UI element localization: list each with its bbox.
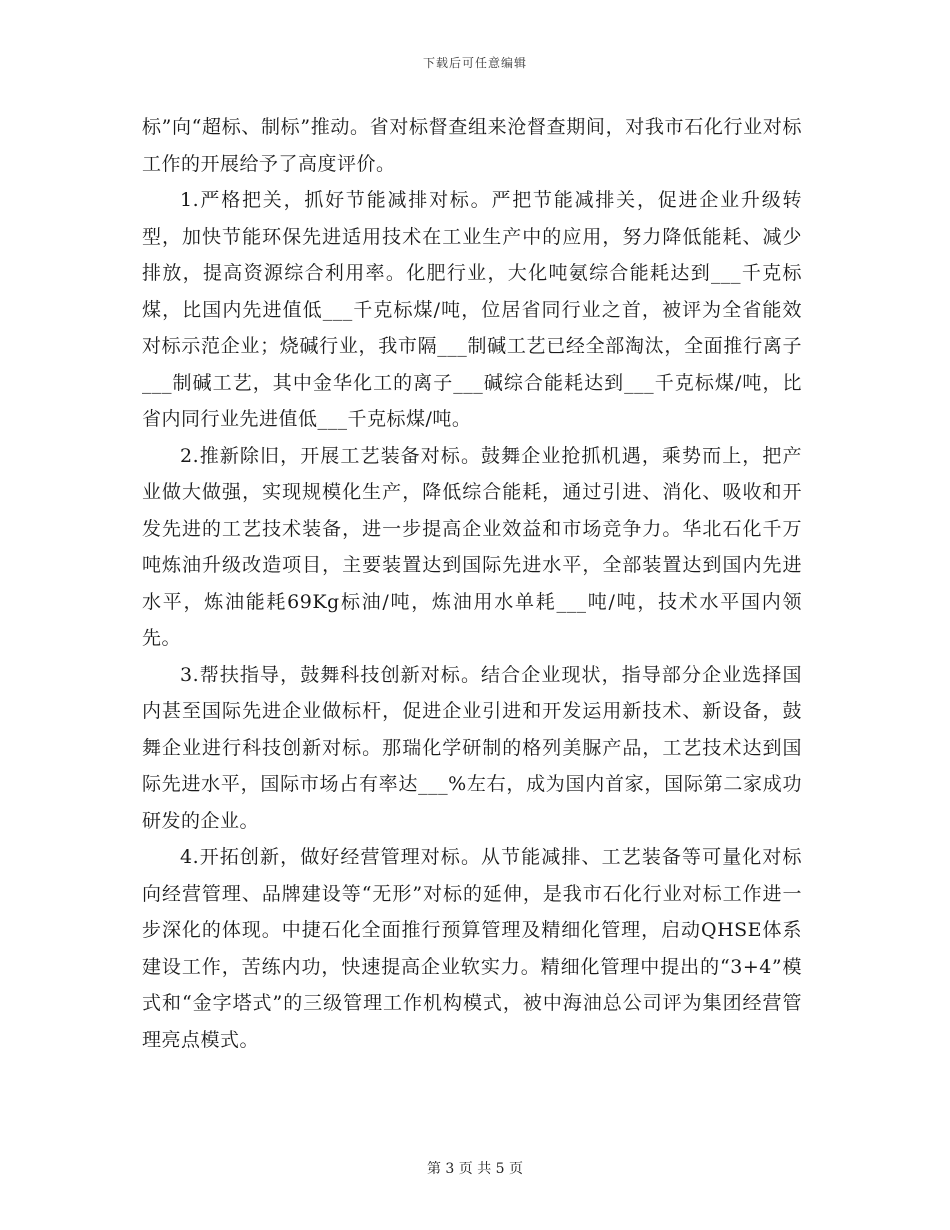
page-footer: 第 3 页 共 5 页	[426, 1161, 524, 1177]
paragraph-equipment: 2.推新除旧，开展工艺装备对标。鼓舞企业抢抓机遇，乘势而上，把产业做大做强，实现规模化生产，降低综合能耗，通过引进、消化、吸收和开发先进的工艺技术装备，进一步提高企业效益和市场竞争力。华北石化千万吨炼油升级改造项目，主要装置达到国际先进水平，全部装置达到国内先进水平，炼油能耗69Kg标油/吨，炼油用水单耗___吨/吨，技术水平国内领先。	[142, 444, 802, 649]
document-body	[142, 109, 802, 1058]
paragraph-innovation: 3.帮扶指导，鼓舞科技创新对标。结合企业现状，指导部分企业选择国内甚至国际先进企业做标杆，促进企业引进和开发运用新技术、新设备，鼓舞企业进行科技创新对标。那瑞化学研制的格列美脲产品，工艺技术达到国际先进水平，国际市场占有率达___%左右，成为国内首家，国际第二家成功研发的企业。	[142, 663, 802, 832]
page-header: 下载后可任意编辑	[422, 56, 527, 70]
paragraph-energy-saving: 1.严格把关，抓好节能减排对标。严把节能减排关，促进企业升级转型，加快节能环保先进适用技术在工业生产中的应用，努力降低能耗、减少排放，提高资源综合利用率。化肥行业，大化吨氨综合能耗达到___千克标煤，比国内先进值低___千克标煤/吨，位居省同行业之首，被评为全省能效对标示范企业；烧碱行业，我市隔___制碱工艺已经全部淘汰，全面推行离子___制碱工艺，其中金华化工的离子___碱综合能耗达到___千克标煤/吨，比省内同行业先进值低___千克标煤/吨。	[142, 189, 802, 430]
paragraph-continuation: 标”向“超标、制标”推动。省对标督查组来沧督查期间，对我市石化行业对标工作的开展给予了高度评价。	[142, 116, 802, 175]
paragraph-management: 4.开拓创新，做好经营管理对标。从节能减排、工艺装备等可量化对标向经营管理、品牌建设等“无形”对标的延伸，是我市石化行业对标工作进一步深化的体现。中捷石化全面推行预算管理及精细化管理，启动QHSE体系建设工作，苦练内功，快速提高企业软实力。精细化管理中提出的“3+4”模式和“金字塔式”的三级管理工作机构模式，被中海油总公司评为集团经营管理亮点模式。	[142, 846, 802, 1051]
